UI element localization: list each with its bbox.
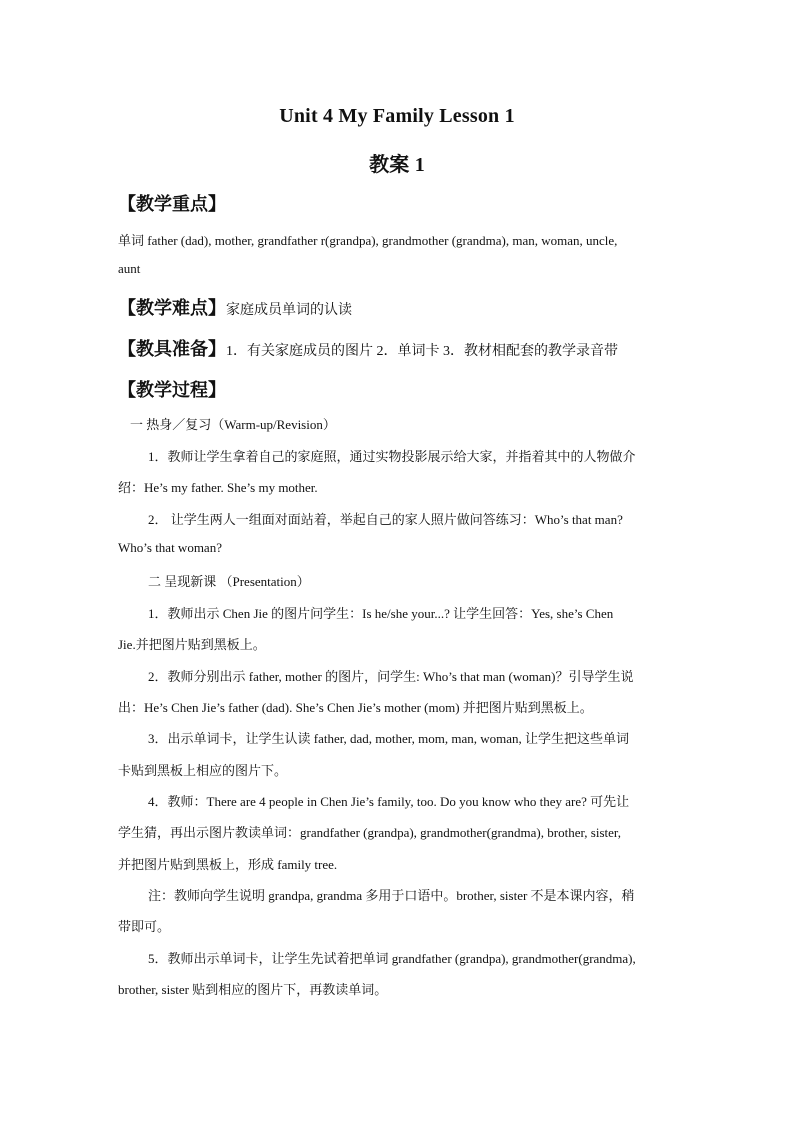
process-line: 学生猜，再出示图片教读单词：grandfather (grandpa), grandmother(grandma), brother, sister, (118, 825, 621, 840)
process-line: 注：教师向学生说明 grandpa, grandma 多用于口语中。brother, sister 不是本课内容，稍 (148, 888, 635, 903)
difficulty-text: 家庭成员单词的认读 (226, 303, 352, 318)
process-line: 二 呈现新课 （Presentation） (148, 574, 310, 589)
process-line: Jie.并把图片贴到黑板上。 (118, 637, 266, 652)
process-line: 卡贴到黑板上相应的图片下。 (118, 763, 288, 778)
process-line: 绍：He’s my father. She’s my mother. (118, 480, 318, 495)
lesson-subtitle: 教案 1 (369, 154, 425, 176)
process-line: 带即可。 (118, 919, 171, 934)
process-line: 4．教师：There are 4 people in Chen Jie’s family, too. Do you know who they are? 可先让 (148, 794, 630, 809)
process-line: 1．教师出示 Chen Jie 的图片问学生：Is he/she your...? 让学生回答：Yes, she’s Chen (148, 606, 614, 621)
tools-section (118, 335, 618, 361)
process-line: 出：He’s Chen Jie’s father (dad). She’s Chen Jie’s mother (mom) 并把图片贴到黑板上。 (118, 700, 593, 715)
process-line: 5．教师出示单词卡，让学生先试着把单词 grandfather (grandpa), grandmother(grandma), (148, 951, 636, 966)
process-line: 2． 让学生两人一组面对面站着，举起自己的家人照片做问答练习：Who’s that man? (148, 512, 623, 527)
process-heading: 【教学过程】 (118, 380, 226, 400)
focus-text-line-2: aunt (118, 261, 141, 276)
lesson-title: Unit 4 My Family Lesson 1 (279, 105, 515, 127)
difficulty-section (118, 294, 352, 320)
process-line: 2．教师分别出示 father, mother 的图片，问学生: Who’s that man (woman)？引导学生说 (148, 669, 634, 684)
tools-text: 1．有关家庭成员的图片 2．单词卡 3．教材相配套的教学录音带 (226, 344, 618, 359)
tools-heading: 【教具准备】 (118, 339, 226, 359)
process-line: Who’s that woman? (118, 540, 222, 555)
process-line: 一 热身／复习（Warm-up/Revision） (130, 417, 336, 432)
difficulty-heading: 【教学难点】 (118, 298, 226, 318)
process-line: brother, sister 贴到相应的图片下，再教读单词。 (118, 982, 388, 997)
process-line: 并把图片贴到黑板上，形成 family tree. (118, 857, 338, 872)
focus-heading: 【教学重点】 (118, 194, 226, 214)
process-line: 1．教师让学生拿着自己的家庭照，通过实物投影展示给大家，并指着其中的人物做介 (148, 449, 636, 464)
process-line: 3．出示单词卡，让学生认读 father, dad, mother, mom, man, woman, 让学生把这些单词 (148, 731, 629, 746)
focus-text-line-1: 单词 father (dad), mother, grandfather r(grandpa), grandmother (grandma), man, woman, uncle, (118, 233, 618, 248)
